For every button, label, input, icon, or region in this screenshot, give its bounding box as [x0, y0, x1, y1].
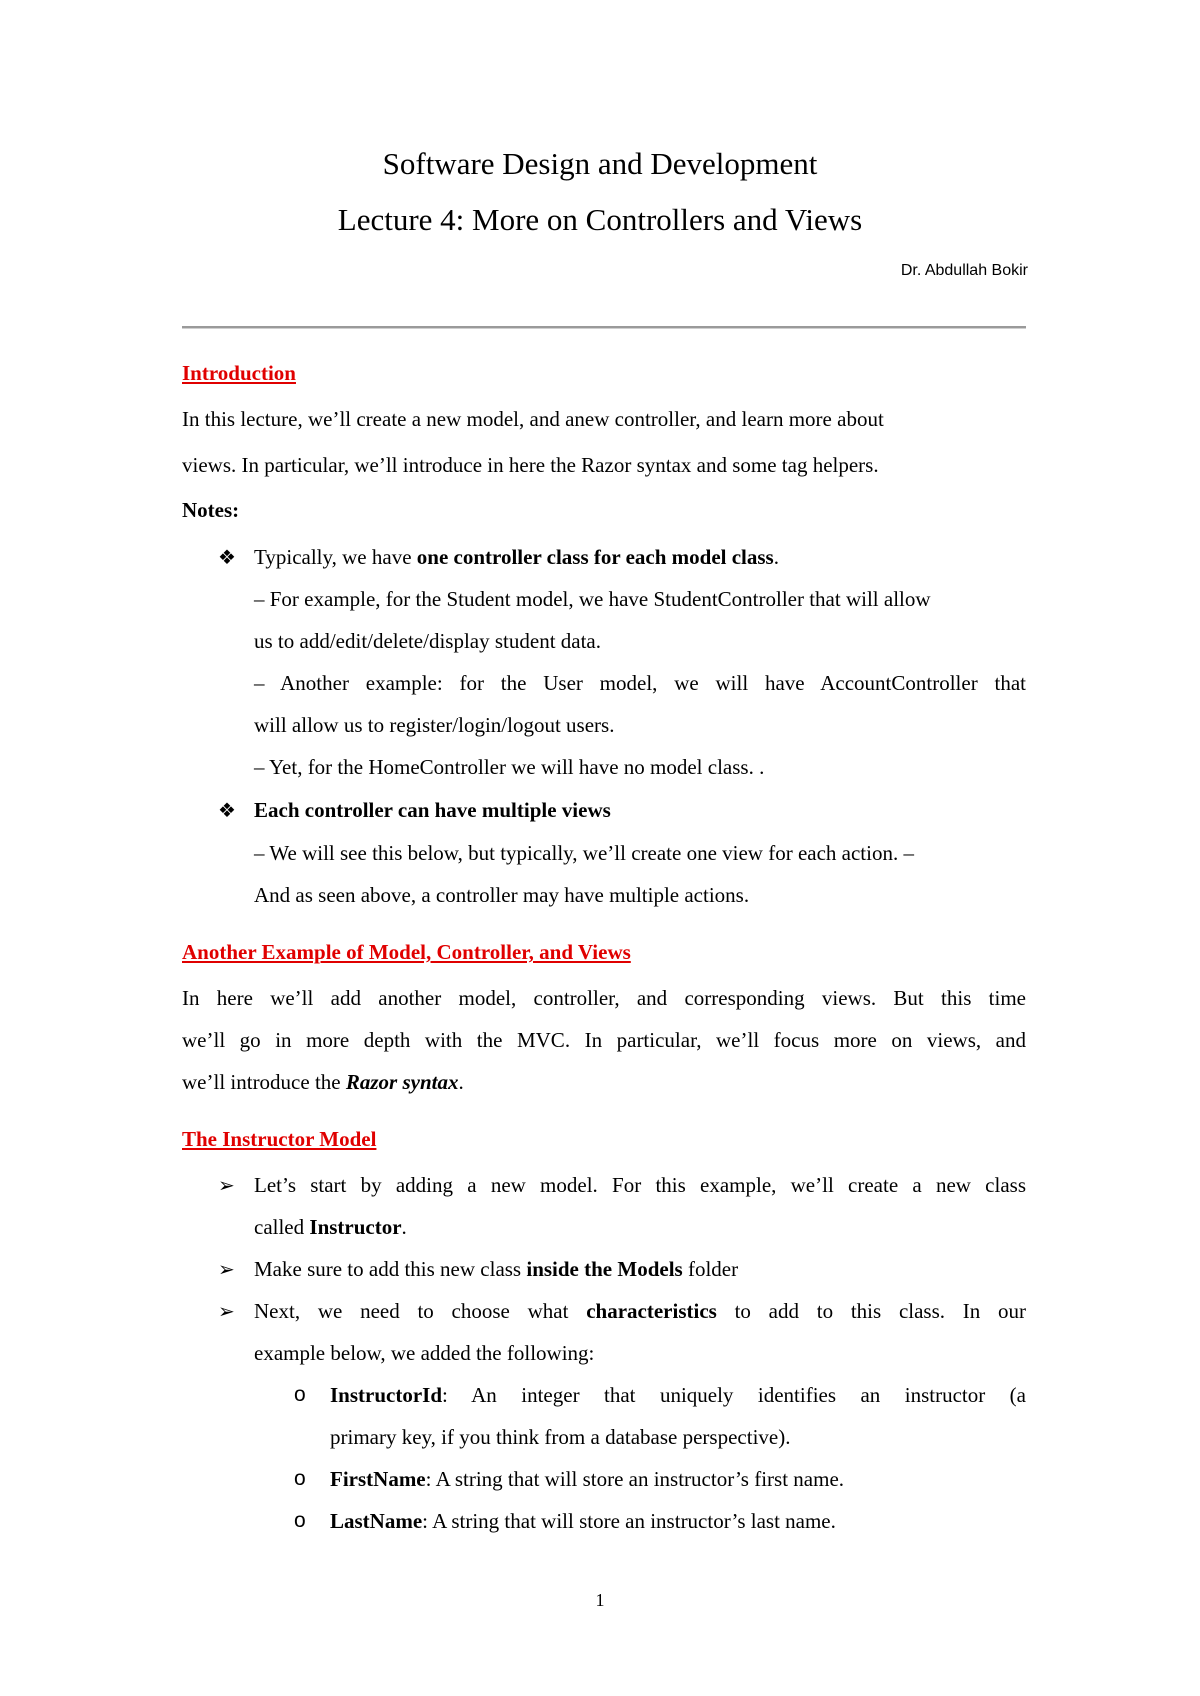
circle-bullet-icon: o — [294, 1467, 306, 1490]
bullet-1-sub-1a: – For example, for the Student model, we have StudentController that will allow — [254, 587, 931, 611]
field-firstname — [330, 1466, 844, 1492]
instructor-class-name: Instructor — [309, 1215, 402, 1239]
example-line-2: we’ll go in more depth with the MVC. In particular, we’ll focus more on views, and — [182, 1028, 1026, 1052]
bullet-1-sub-2b: will allow us to register/login/logout users. — [254, 713, 615, 737]
bullet-1-sub-1b: us to add/edit/delete/display student data. — [254, 629, 602, 653]
horizontal-rule — [182, 326, 1026, 328]
example-line-1: In here we’ll add another model, controller, and corresponding views. But this time — [182, 986, 1026, 1010]
bullet-1-bold: one controller class for each model class — [416, 545, 774, 569]
author-name: Dr. Abdullah Bokir — [900, 262, 1028, 279]
intro-bullet-2: Each controller can have multiple views — [254, 798, 611, 822]
arrow-bullet-icon: ➢ — [218, 1299, 235, 1323]
field-instructorid-line-2: primary key, if you think from a database perspective). — [330, 1425, 791, 1449]
intro-heading: Introduction — [182, 361, 296, 385]
b3-text: Next, we need to choose what — [254, 1299, 587, 1323]
intro-line-1: In this lecture, we’ll create a new model, and anew controller, and learn more about — [182, 407, 884, 431]
document-title: Software Design and Development — [382, 146, 818, 181]
example-line-3 — [182, 1069, 464, 1095]
instructor-heading: The Instructor Model — [182, 1127, 377, 1151]
field-firstname-name: FirstName — [330, 1467, 426, 1491]
bullet-1-sub-3: – Yet, for the HomeController we will have no model class. . — [254, 755, 765, 779]
instructor-bullet-3-line-2: example below, we added the following: — [254, 1341, 595, 1365]
razor-syntax-term: Razor syntax — [345, 1070, 459, 1094]
field-instructorid-name: InstructorId — [330, 1383, 443, 1407]
circle-bullet-icon: o — [294, 1509, 306, 1532]
b1-line2-end: . — [401, 1215, 407, 1239]
arrow-bullet-icon: ➢ — [218, 1173, 235, 1197]
field-lastname-desc: : A string that will store an instructor’s last name. — [422, 1509, 836, 1533]
bullet-2-sub-1b: And as seen above, a controller may have multiple actions. — [254, 883, 750, 907]
instructor-bullet-2 — [254, 1256, 738, 1282]
bullet-1-end: . — [773, 545, 779, 569]
field-firstname-desc: : A string that will store an instructor’s first name. — [425, 1467, 845, 1491]
arrow-bullet-icon: ➢ — [218, 1257, 235, 1281]
characteristics-term: characteristics — [586, 1299, 717, 1323]
instructor-bullet-3-line-1 — [254, 1298, 1026, 1324]
notes-label: Notes: — [182, 498, 240, 522]
bullet-1-text: Typically, we have — [254, 545, 417, 569]
example-line-3-text: we’ll introduce the — [182, 1070, 346, 1094]
instructor-bullet-1-line-2 — [254, 1214, 407, 1240]
document-subtitle: Lecture 4: More on Controllers and Views — [337, 202, 863, 237]
b2-end: folder — [682, 1257, 739, 1281]
diamond-bullet-icon: ❖ — [218, 798, 236, 822]
b1-line2-text: called — [254, 1215, 310, 1239]
instructor-bullet-1-line-1: Let’s start by adding a new model. For this example, we’ll create a new class — [254, 1173, 1026, 1197]
models-folder-term: inside the Models — [526, 1257, 683, 1281]
field-instructorid-desc: : An integer that uniquely identifies an instructor (a — [442, 1383, 1026, 1407]
circle-bullet-icon: o — [294, 1383, 306, 1406]
diamond-bullet-icon: ❖ — [218, 545, 236, 569]
example-line-3-end: . — [458, 1070, 464, 1094]
page-number: 1 — [595, 1590, 605, 1610]
example-heading: Another Example of Model, Controller, and Views — [182, 940, 631, 964]
bullet-2-sub-1a: – We will see this below, but typically, we’ll create one view for each action. – — [254, 841, 914, 865]
bullet-1-sub-2a: – Another example: for the User model, we will have AccountController that — [254, 671, 1026, 695]
intro-line-2: views. In particular, we’ll introduce in here the Razor syntax and some tag helpers. — [182, 453, 879, 477]
field-lastname — [330, 1508, 836, 1534]
intro-bullet-1 — [254, 544, 779, 570]
field-instructorid-line-1 — [330, 1382, 1026, 1408]
b3-end: to add to this class. In our — [716, 1299, 1027, 1323]
field-lastname-name: LastName — [330, 1509, 423, 1533]
b2-text: Make sure to add this new class — [254, 1257, 527, 1281]
